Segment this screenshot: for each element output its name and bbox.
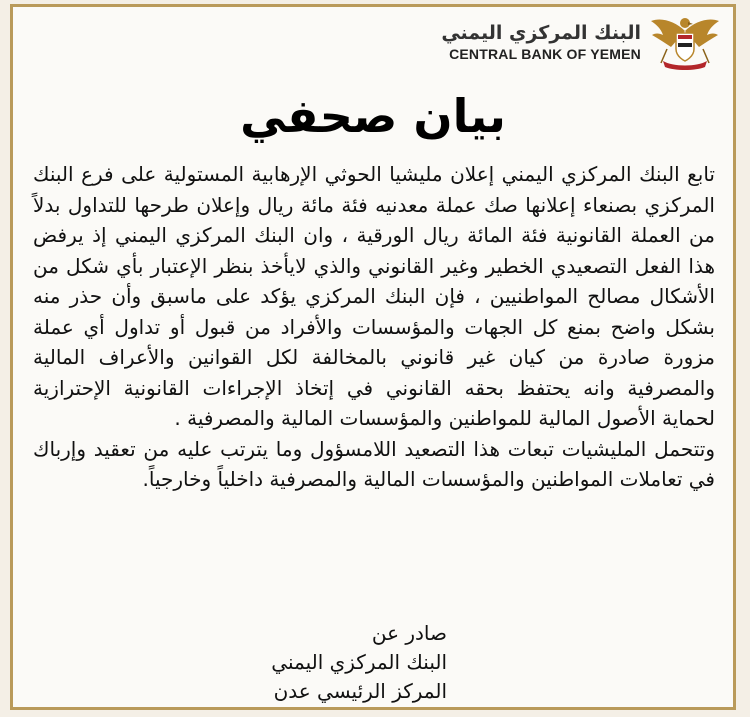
statement-paragraph-1: تابع البنك المركزي اليمني إعلان مليشيا الحوثي الإرهابية المستولية على فرع البنك المركزي بصنعاء إعلانها صك عملة معدنيه فئة مائة ريال وإعلان طرحها للتداول بدلاً من العملة القانونية فئة المائة ريال الورقية ، وان البنك المركزي اليمني إذ يرفض هذا الفعل التصعيدي الخطير وغير القانوني والذي لايأخذ بنظر الإعتبار بأي شكل من الأشكال مصالح المواطنيين ، فإن البنك المركزي يؤكد على ماسبق وأن حذر منه بشكل واضح بمنع كل الجهات والمؤسسات والأفراد من قبول أو تداول أي عملة مزورة صادرة من كيان غير قانوني بالمخالفة لكل القوانين والأعراف المالية والمصرفية وانه يحتفظ بحقه القانوني في إتخاذ الإجراءات القانونية الإحترازية لحماية الأصول المالية للمواطنين والمؤسسات المالية والمصرفية .: [33, 162, 715, 430]
signature-block: [271, 619, 447, 706]
bank-name-block: [441, 21, 641, 63]
bank-logo: [441, 11, 721, 73]
eagle-emblem-icon: [649, 11, 721, 73]
document-frame: [10, 4, 736, 710]
bank-name-english: CENTRAL BANK OF YEMEN: [449, 46, 641, 62]
signature-line-issued-by: صادر عن: [371, 621, 447, 645]
bank-name-arabic: البنك المركزي اليمني: [441, 22, 641, 44]
statement-body: [33, 159, 715, 495]
signature-line-office: المركز الرئيسي عدن: [273, 679, 447, 703]
signature-line-bank: البنك المركزي اليمني: [271, 650, 447, 674]
statement-paragraph-2: وتتحمل المليشيات تبعات هذا التصعيد اللامسؤول وما يترتب عليه من تعقيد وإرباك في تعاملات المواطنين والمؤسسات المالية والمصرفية داخلياً وخارجياً.: [33, 436, 715, 491]
page-title: بيان صحفي: [240, 89, 506, 143]
